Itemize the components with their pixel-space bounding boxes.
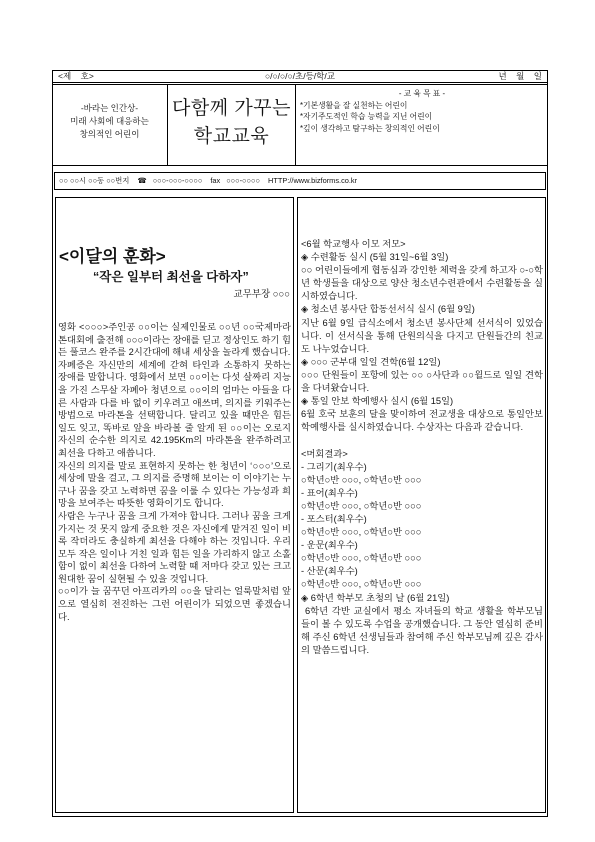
phone-icon xyxy=(138,176,147,185)
event-body: 6학년 각반 교실에서 평소 자녀들의 학교 생활을 학부모님들이 볼 수 있도록 수업을 공개했습니다. 그 동안 열심히 준비해 주신 6학년 선생님들과 참여해 주신 학부모님께 깊은 감사의 말씀드립니다. xyxy=(301,605,543,655)
event-heading: ◈ ○○○ 군부대 일일 견학(6월 12일) xyxy=(301,356,441,367)
slogan-box xyxy=(168,85,296,165)
ideal-person-line: 미래 사회에 대응하는 xyxy=(70,116,149,126)
lesson-title: <이달의 훈화> xyxy=(59,247,166,266)
ideal-person-title: -바라는 인간상- xyxy=(80,103,139,113)
lesson-paragraph: 자신의 의지를 말로 표현하지 못하는 한 청년이 ‘○○○’으로 세상에 말을 걸고, 그 의지를 증명해 보이는 이 이야기는 누구나 꿈을 갖고 노력하면 꿈을 이룰 수 있다는 가능성과 희망을 보여주는 따뜻한 영화이기도 합니다. xyxy=(58,460,291,509)
phone-number: ○○○-○○○-○○○○ xyxy=(152,176,203,185)
result-category: - 포스터(최우수) xyxy=(301,513,367,524)
event-heading: ◈ 청소년 봉사단 합동선서식 실시 (6월 9일) xyxy=(301,304,475,315)
issue-date: 년 월 일 xyxy=(498,71,542,81)
education-goal: *자기주도적인 학습 능력을 지닌 어린이 xyxy=(300,112,433,122)
education-goals-box xyxy=(296,85,548,165)
lesson-body xyxy=(58,321,291,623)
ideal-person-line: 창의적인 어린이 xyxy=(79,129,140,139)
contact-line xyxy=(54,172,546,190)
event-heading: ◈ 수련활동 실시 (5월 31일~6월 3일) xyxy=(301,252,449,263)
school-address: ○○ ○○시 ○○동 ○○번지 xyxy=(59,176,130,185)
result-winners: ○학년○반 ○○○, ○학년○반 ○○○ xyxy=(301,474,422,485)
result-category: - 표어(최우수) xyxy=(301,487,358,498)
lesson-paragraph: 사람은 누구나 꿈을 크게 가져야 합니다. 그러나 꿈을 크게 가지는 것 못지 않게 중요한 것은 자신에게 맡겨진 일이 비록 작더라도 충실하게 최선을 다해야 하는 것입니다. 우리 모두 작은 일이나 거친 일과 힘든 일을 가리하지 않고 소홀함이 없이 최선을 다하여 노력할 때 저마다 갖고 있는 크고 원대한 꿈이 실현될 수 있을 것입니다. xyxy=(58,510,291,584)
fax-label: fax xyxy=(210,176,221,185)
result-winners: ○학년○반 ○○○, ○학년○반 ○○○ xyxy=(301,527,422,538)
events-title: <6월 학교행사 이모 저모> xyxy=(301,239,406,249)
event-heading: ◈ 통일 안보 학예행사 실시 (6월 15일) xyxy=(301,396,454,407)
event-heading: ◈ 6학년 학부모 초청의 날 (6월 21일) xyxy=(301,592,450,603)
education-goal: *깊이 생각하고 탐구하는 창의적인 어린이 xyxy=(300,123,440,133)
spacer xyxy=(301,434,543,447)
lesson-paragraph: 자폐증은 자신만의 세계에 갇혀 타인과 소통하지 못하는 장애를 말합니다. 영화에서 보면 ○○이는 다섯 살짜리 지능을 가진 스무살 자폐아 청년으로 ○○이의 엄마는 아들을 다른 사람과 다를 바 없이 키우려고 애쓰며, 의지를 키워주는 방법으로 마라톤을 선택합니다. 달리고 있을 때만은 힘든 일도 잊고, 똑바로 앞을 바라볼 줄 알게 된 ○○이는 오로지 자신의 순수한 의지로 42.195Km의 마라톤을 완주하려고 최선을 다하고 애씁니다. xyxy=(58,359,291,458)
result-winners: ○학년○반 ○○○, ○학년○반 ○○○ xyxy=(301,500,422,511)
issue-number: <제 호> xyxy=(58,71,94,81)
result-category: - 운문(최우수) xyxy=(301,540,358,551)
result-winners: ○학년○반 ○○○, ○학년○반 ○○○ xyxy=(301,579,422,590)
slogan-line: 다함께 가꾸는 xyxy=(172,98,291,119)
event-body: ○○○ 단원들이 포항에 있는 ○○ ○사단과 ○○윌드로 일일 견학을 다녀왔습니다. xyxy=(301,369,543,394)
banner xyxy=(52,84,548,166)
education-goals-title: - 교 육 목 표 - xyxy=(398,89,446,98)
school-events xyxy=(301,238,543,657)
school-name: ○/○/○/○/초/등/학/교 xyxy=(265,71,335,81)
newsletter-header xyxy=(52,70,548,83)
education-goal: *기본생활을 잘 실천하는 어린이 xyxy=(300,100,408,110)
ideal-person-box xyxy=(52,85,168,165)
slogan-line: 학교교육 xyxy=(193,126,270,147)
event-body: 6월 호국 보훈의 달을 맞이하여 전교생을 대상으로 통일안보 학예행사를 실시하였습니다. 수상자는 다음과 같습니다. xyxy=(301,409,543,433)
lesson-quote: “작은 일부터 최선을 다하자” xyxy=(93,270,249,284)
lesson-paragraph: 영화 <○○○>주인공 ○○이는 실제인물로 ○○년 ○○국제마라톤대회에 출전해 ○○○이라는 장애를 딛고 정상인도 하기 힘든 풀코스 완주를 2시간대에 해내 세상을 놀라게 했습니다. xyxy=(58,322,291,358)
lesson-author: 교무부장 ○○○ xyxy=(233,289,290,300)
website-url: HTTP://www.bizforms.co.kr xyxy=(267,176,358,185)
result-winners: ○학년○반 ○○○, ○학년○반 ○○○ xyxy=(301,553,422,564)
lesson-paragraph: ○○이가 늘 꿈꾸던 아프리카의 ○○을 달리는 얼룩말처럼 앞으로 열심히 전진하는 그런 어린이가 되었으면 좋겠습니다. xyxy=(58,586,291,622)
results-title: <머회결과> xyxy=(301,448,348,459)
fax-number: ○○○-○○○○ xyxy=(226,176,260,185)
result-category: - 산문(최우수) xyxy=(301,566,358,577)
event-body: ○○ 어린이들에게 협동심과 강인한 체력을 갖게 하고자 ○-○학년 학생들을 대상으로 양산 청소년수련관에서 수련활동을 실시하였습니다. xyxy=(301,265,543,302)
event-body: 지난 6월 9일 급식소에서 청소년 봉사단체 선서식이 있었습니다. 이 선서식을 통해 단원의식을 다지고 단원들간의 친교도 나누었습니다. xyxy=(301,317,543,354)
result-category: - 그리기(최우수) xyxy=(301,461,367,472)
